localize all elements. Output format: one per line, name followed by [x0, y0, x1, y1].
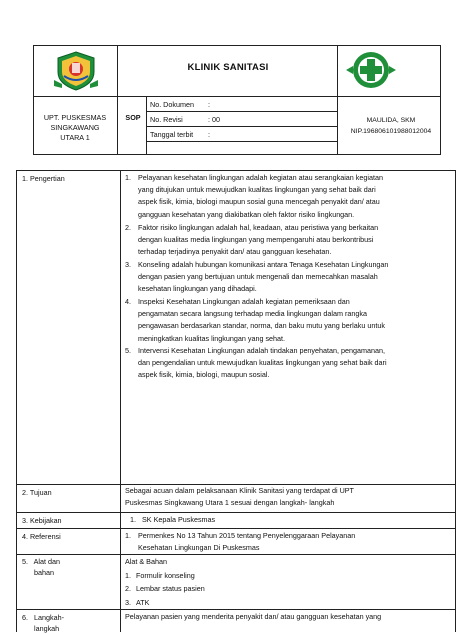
text-line: kesehatan lingkungan yang dihadapi. — [138, 284, 257, 294]
item-number: 2. — [125, 584, 131, 593]
text-line: Konseling adalah hubungan komunikasi antara Tenaga Kesehatan Lingkungan — [138, 260, 389, 269]
text-line: yang ditujukan untuk mewujudkan kualitas lingkungan yang sehat baik dari — [138, 185, 376, 195]
definition-item — [138, 172, 450, 221]
text-line: dengan kualitas media lingkungan yang mempengaruhi atau berkontribusi — [138, 235, 374, 245]
signatory-nip: NIP.196806101988012004 — [350, 128, 432, 135]
text-line: Puskesmas Singkawang Utara 1 sesuai dengan langkah- langkah — [125, 497, 335, 507]
text-line: Permenkes No 13 Tahun 2015 tentang Penyelenggaraan Pelayanan — [138, 531, 356, 540]
text-line: dan pengendalian untuk mewujudkan kualitas lingkungan yang sehat baik dari — [138, 358, 387, 368]
row-label-tujuan: 2. Tujuan — [22, 488, 52, 497]
table-row-divider — [16, 528, 456, 529]
text-line: Faktor risiko lingkungan adalah hal, keadaan, atau peristiwa yang berkaitan — [138, 223, 379, 232]
item-number: 1. — [125, 173, 131, 182]
text-line: terhadap terjadinya penyakit dan/ atau gangguan kesehatan. — [138, 247, 332, 257]
reference-item — [138, 530, 450, 554]
item-number: 2. — [125, 223, 131, 232]
table-border-right — [455, 170, 456, 632]
table-col-divider — [120, 170, 121, 632]
item-number: 1. — [130, 515, 136, 524]
item-text: Formulir konseling — [136, 570, 195, 580]
institution-line: UTARA 1 — [60, 133, 90, 142]
text-line: aspek fisik, kimia, biologi maupun sosial guna mencegah penyakit dan/ atau — [138, 197, 380, 207]
text-line: aspek fisik, kimia, biologi, maupun sosial. — [138, 370, 270, 380]
sop-label: SOP — [125, 113, 141, 122]
row-label-kebijakan: 3. Kebijakan — [22, 516, 62, 525]
purpose-text — [125, 485, 450, 508]
table-border-top — [16, 170, 456, 171]
institution-line: SINGKAWANG — [50, 123, 100, 132]
list-item — [125, 582, 445, 596]
institution-line: UPT. PUSKESMAS — [43, 113, 107, 122]
item-number: 1. — [125, 570, 131, 580]
steps-intro — [125, 611, 450, 623]
signatory-name: MAULIDA, SKM — [366, 117, 416, 124]
item-number: 4. — [125, 297, 131, 306]
table-row-divider — [16, 609, 456, 610]
item-number: 3. — [125, 597, 131, 607]
label-line: 6. Langkah- — [22, 613, 64, 622]
text-line: Inspeksi Kesehatan Lingkungan adalah kegiatan pemeriksaan dan — [138, 297, 350, 306]
definition-item — [138, 296, 450, 345]
meta-value-issue-date: : — [208, 130, 210, 139]
meta-value-document-number: : — [208, 100, 210, 109]
item-text: Lembar status pasien — [136, 584, 205, 593]
row-label-referensi: 4. Referensi — [22, 532, 61, 541]
definition-item — [138, 345, 450, 382]
text-line: meningkatkan kualitas lingkungan yang sehat. — [138, 333, 286, 343]
header-row-divider — [33, 96, 441, 97]
list-item — [125, 596, 445, 610]
document-title: KLINIK SANITASI — [187, 62, 269, 73]
row-label-alat-bahan — [22, 556, 60, 578]
item-number: 3. — [125, 260, 131, 269]
text-line: Sebagai acuan dalam pelaksanaan Klinik Sanitasi yang terdapat di UPT — [125, 486, 354, 495]
definition-item — [138, 259, 450, 296]
item-number: 5. — [125, 346, 131, 355]
regional-emblem-icon — [50, 50, 102, 92]
policy-item: SK Kepala Puskesmas — [142, 515, 216, 524]
tools-heading: Alat & Bahan — [125, 557, 167, 566]
meta-row-divider — [146, 111, 337, 112]
text-line: dengan pasien yang bertujuan untuk mengenali dan memecahkan masalah — [138, 272, 378, 282]
text-line: Kesehatan Lingkungan Di Puskesmas — [138, 543, 260, 553]
institution-name — [35, 113, 115, 143]
header-col-divider — [117, 45, 118, 155]
text-line: pengamatan secara langsung terhadap media lingkungan dalam rangka — [138, 309, 367, 319]
item-text: ATK — [136, 597, 150, 607]
tools-list — [125, 555, 445, 609]
text-line: Pelayanan pasien yang menderita penyakit dan/ atau gangguan kesehatan yang — [125, 612, 382, 621]
header-col-divider — [337, 45, 338, 155]
puskesmas-logo-icon — [343, 50, 399, 90]
meta-row-divider — [146, 141, 337, 142]
meta-row-divider — [146, 126, 337, 127]
definition-item — [138, 222, 450, 259]
table-border-left — [16, 170, 17, 632]
table-row-divider — [16, 512, 456, 513]
text-line: gangguan kesehatan yang diakibatkan oleh faktor risiko lingkungan. — [138, 209, 355, 219]
row-label-pengertian: 1. Pengertian — [22, 174, 65, 183]
label-line: 5. Alat dan — [22, 557, 60, 566]
label-line: langkah — [22, 624, 60, 633]
label-line: bahan — [22, 568, 54, 577]
meta-label-revision: No. Revisi — [150, 115, 183, 124]
text-line: Pelayanan kesehatan lingkungan adalah kegiatan atau serangkaian kegiatan — [138, 173, 383, 182]
meta-label-document-number: No. Dokumen — [150, 100, 194, 109]
item-number: 1. — [125, 531, 131, 540]
list-item — [125, 569, 445, 583]
text-line: Intervensi Kesehatan Lingkungan adalah tindakan penyehatan, pengamanan, — [138, 346, 385, 355]
text-line: pengawasan berdasarkan standar, norma, dan baku mutu yang berlaku untuk — [138, 321, 385, 331]
row-label-langkah — [22, 612, 64, 634]
meta-label-issue-date: Tanggal terbit — [150, 130, 194, 139]
meta-value-revision: : 00 — [208, 115, 220, 124]
